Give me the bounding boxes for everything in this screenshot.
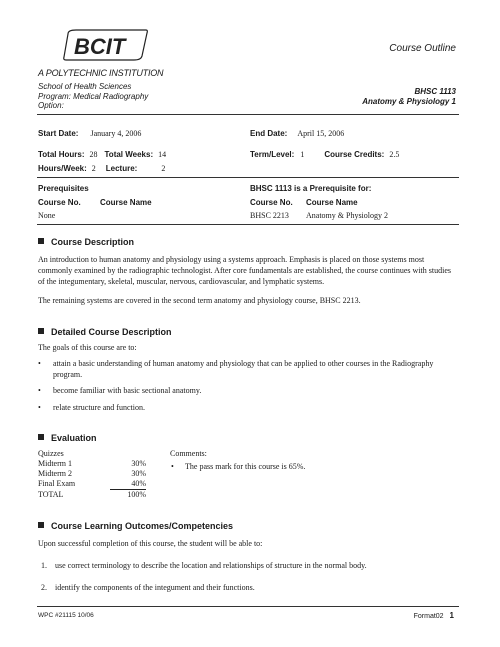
hours-row [38, 150, 166, 159]
program-name: Program: Medical Radiography [38, 91, 149, 101]
hours-week-label: Hours/Week: [38, 164, 87, 173]
term-row [250, 150, 399, 159]
prereq-for-heading: BHSC 1113 is a Prerequisite for: [250, 184, 372, 193]
bcit-logo-graphic [62, 28, 152, 62]
credits-label: Course Credits: [324, 150, 385, 159]
evaluation-label: TOTAL [38, 489, 64, 499]
prereq-divider [37, 224, 459, 225]
hours-week-row [38, 164, 165, 173]
comment-text: The pass mark for this course is 65%. [185, 462, 306, 471]
evaluation-label: Final Exam [38, 479, 76, 489]
total-weeks-value: 14 [158, 150, 167, 159]
goal-item [38, 385, 453, 396]
section-bullet-icon [38, 328, 44, 334]
term-value: 1 [300, 150, 305, 159]
course-block [362, 87, 456, 107]
outcome-number: 1. [41, 561, 47, 570]
evaluation-heading-row [38, 433, 97, 443]
section-bullet-icon [38, 238, 44, 244]
outcomes-heading-row [38, 521, 233, 531]
hours-week-value: 2 [91, 164, 96, 173]
option-label: Option: [38, 101, 64, 110]
evaluation-heading: Evaluation [51, 433, 97, 443]
evaluation-label: Midterm 2 [38, 469, 72, 478]
outcomes-intro: Upon successful completion of this course, the student will be able to: [38, 539, 263, 548]
start-date-value: January 4, 2006 [90, 129, 142, 138]
evaluation-row [38, 469, 146, 479]
term-label: Term/Level: [250, 150, 295, 159]
footer-format: Format02 [413, 613, 444, 620]
evaluation-label: Midterm 1 [38, 459, 72, 468]
outcome-item [41, 583, 455, 592]
prereq-for-col-name: Course Name [306, 198, 358, 207]
bcit-logo [62, 28, 152, 62]
outcome-number: 2. [41, 583, 47, 592]
prereq-none: None [38, 211, 56, 220]
end-date-label: End Date: [250, 129, 288, 138]
goal-text: become familiar with basic sectional anatomy. [53, 386, 202, 395]
lecture-value: 2 [161, 164, 166, 173]
evaluation-value: 30% [131, 469, 146, 478]
evaluation-row [38, 459, 146, 469]
section-bullet-icon [38, 522, 44, 528]
goal-text: relate structure and function. [53, 403, 145, 412]
outcomes-heading: Course Learning Outcomes/Competencies [51, 521, 234, 531]
total-hours-label: Total Hours: [38, 150, 85, 159]
description-para-2: The remaining systems are covered in the second term anatomy and physiology course, BHSC 2213. [38, 296, 361, 305]
description-heading-row [38, 237, 134, 247]
evaluation-value: 40% [110, 479, 146, 490]
school-name: School of Health Sciences [38, 82, 132, 91]
evaluation-value [110, 449, 146, 459]
section-bullet-icon [38, 434, 44, 440]
evaluation-row [38, 449, 146, 459]
prereq-col-name: Course Name [100, 198, 152, 207]
evaluation-value: 30% [131, 459, 146, 468]
outcome-text: identify the components of the integument and their functions. [55, 583, 255, 592]
detailed-heading-row [38, 327, 172, 337]
description-heading: Course Description [51, 237, 135, 247]
evaluation-value: 100% [127, 490, 146, 499]
comments-label: Comments: [170, 449, 207, 458]
footer-right [414, 611, 454, 620]
prereq-for-course-no: BHSC 2213 [250, 211, 289, 220]
header-divider [37, 114, 459, 115]
comment-item [171, 462, 306, 471]
evaluation-table [38, 449, 146, 500]
school-block [38, 82, 148, 111]
end-date-value: April 15, 2006 [297, 129, 345, 138]
footer-left: WPC #21115 10/06 [38, 612, 94, 619]
credits-value: 2.5 [389, 150, 400, 159]
tagline: A POLYTECHNIC INSTITUTION [38, 68, 164, 78]
total-hours-value: 28 [89, 150, 98, 159]
doc-type: Course Outline [389, 43, 456, 54]
bullet-dot-icon: • [38, 359, 41, 368]
goal-text: attain a basic understanding of human anatomy and physiology that can be applied to other courses in the Radiography program. [53, 359, 434, 379]
start-date-label: Start Date: [38, 129, 79, 138]
end-date-row [250, 129, 344, 138]
goal-item [38, 358, 453, 380]
prereq-for-col-no: Course No. [250, 198, 293, 207]
lecture-label: Lecture: [105, 164, 138, 173]
detailed-intro: The goals of this course are to: [38, 343, 137, 352]
course-title: Anatomy & Physiology 1 [362, 97, 456, 106]
prereq-col-no: Course No. [38, 198, 81, 207]
goal-item [38, 402, 453, 413]
logo-text: BCIT [74, 34, 126, 59]
detailed-heading: Detailed Course Description [51, 327, 172, 337]
evaluation-row [38, 490, 146, 501]
prereq-heading: Prerequisites [38, 184, 89, 193]
description-para-1: An introduction to human anatomy and physiology using a systems approach. Emphasis is placed on those systems most commonly examined by the radiographic technologist. After core fundamentals are established, the course continues with studies of the integumentary, skeletal, muscular, nervous, cardiovascular, and lymphatic systems. [38, 255, 451, 286]
bullet-dot-icon: • [38, 386, 41, 395]
prereq-for-course-name: Anatomy & Physiology 2 [306, 211, 389, 220]
course-code: BHSC 1113 [414, 87, 456, 96]
info-divider [37, 177, 459, 178]
outcome-item [41, 561, 455, 570]
page-number: 1 [449, 611, 454, 620]
total-weeks-label: Total Weeks: [104, 150, 154, 159]
evaluation-label: Quizzes [38, 449, 64, 458]
evaluation-row [38, 479, 146, 490]
bullet-dot-icon: • [38, 403, 41, 412]
bullet-dot-icon: • [171, 462, 174, 471]
start-date-row [38, 129, 141, 138]
footer-divider [37, 606, 459, 607]
outcome-text: use correct terminology to describe the location and relationships of structure in the normal body. [55, 561, 367, 570]
